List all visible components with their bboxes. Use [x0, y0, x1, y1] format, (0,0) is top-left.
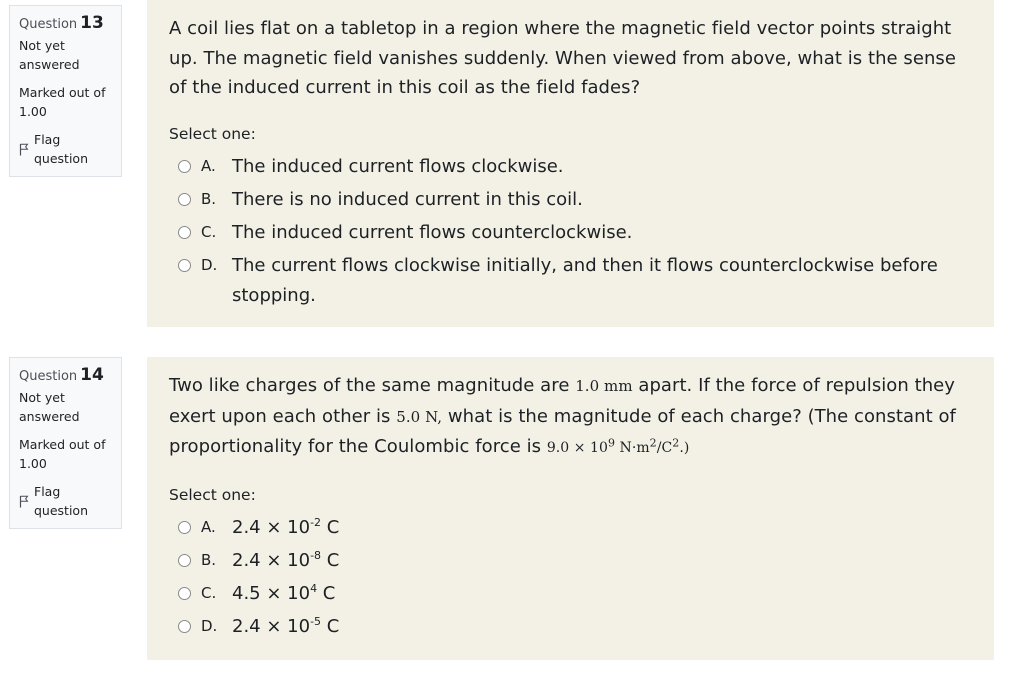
select-one-prompt: Select one:	[169, 124, 256, 143]
answer-list	[169, 512, 972, 644]
flag-icon	[19, 495, 29, 508]
radio-button[interactable]	[178, 587, 191, 600]
answer-text: $2.4 \times 10^{-5}$ C	[232, 615, 340, 637]
distance-value: 1.0 mm	[575, 377, 633, 395]
answer-letter: C.	[201, 584, 217, 602]
flag-question-label: Flag question	[34, 484, 89, 518]
flag-question-link[interactable]	[19, 482, 112, 520]
flag-question-label: Flag question	[34, 132, 89, 166]
select-one-prompt: Select one:	[169, 485, 256, 504]
answer-option-c[interactable]	[169, 217, 972, 250]
question-grade: Marked out of 1.00	[19, 85, 106, 119]
answer-letter: D.	[201, 256, 218, 274]
question-info-14	[9, 357, 122, 529]
question-text: Two like charges of the same magnitude are 1.0 mm apart. If the force of repulsion they exert upon each other is 5.0 N, what is the magnitude of each charge? (The constant of proportionality for the Coulombic force is $9.0 \times 10^9$ $N\cdot m^2/C^2$.)	[169, 375, 956, 457]
radio-button[interactable]	[178, 554, 191, 567]
flag-icon	[19, 143, 29, 156]
flag-question-link[interactable]	[19, 130, 112, 168]
radio-button[interactable]	[178, 620, 191, 633]
question-grade: Marked out of 1.00	[19, 437, 106, 471]
answer-letter: C.	[201, 223, 217, 241]
answer-option-a[interactable]	[169, 512, 972, 545]
answer-letter: A.	[201, 518, 216, 536]
answer-text: The induced current flows counterclockwise.	[232, 222, 633, 243]
answer-option-b[interactable]	[169, 184, 972, 217]
answer-letter: A.	[201, 157, 216, 175]
radio-button[interactable]	[178, 521, 191, 534]
answer-option-c[interactable]	[169, 578, 972, 611]
question-number: Question 13	[19, 13, 104, 33]
answer-letter: B.	[201, 551, 217, 569]
question-text: A coil lies flat on a tabletop in a region where the magnetic field vector points straight up. The magnetic field vanishes suddenly. When viewed from above, what is the sense of the induced current in this coil as the field fades?	[169, 18, 956, 98]
question-state: Not yet answered	[19, 390, 80, 424]
answer-option-a[interactable]	[169, 151, 972, 184]
question-info-13	[9, 5, 122, 177]
answer-list	[169, 151, 972, 313]
answer-text: The current flows clockwise initially, and then it flows counterclockwise before stopping.	[232, 255, 938, 306]
question-content-14	[147, 357, 994, 660]
answer-text: $4.5 \times 10^4$ C	[232, 582, 336, 604]
answer-letter: D.	[201, 617, 218, 635]
answer-option-d[interactable]	[169, 250, 972, 313]
answer-letter: B.	[201, 190, 217, 208]
answer-text: $2.4 \times 10^{-2}$ C	[232, 516, 340, 538]
radio-button[interactable]	[178, 259, 191, 272]
question-content-13	[147, 0, 994, 327]
answer-option-b[interactable]	[169, 545, 972, 578]
answer-text: There is no induced current in this coil.	[232, 189, 583, 210]
radio-button[interactable]	[178, 160, 191, 173]
force-value: 5.0 N,	[396, 407, 443, 426]
radio-button[interactable]	[178, 226, 191, 239]
answer-text: $2.4 \times 10^{-8}$ C	[232, 549, 340, 571]
question-state: Not yet answered	[19, 38, 80, 72]
answer-option-d[interactable]	[169, 611, 972, 644]
coulomb-constant: $9.0 \times 10^9$ $N\cdot m^2/C^2$.)	[546, 436, 690, 456]
question-number: Question 14	[19, 365, 104, 385]
radio-button[interactable]	[178, 193, 191, 206]
answer-text: The induced current flows clockwise.	[232, 156, 564, 177]
